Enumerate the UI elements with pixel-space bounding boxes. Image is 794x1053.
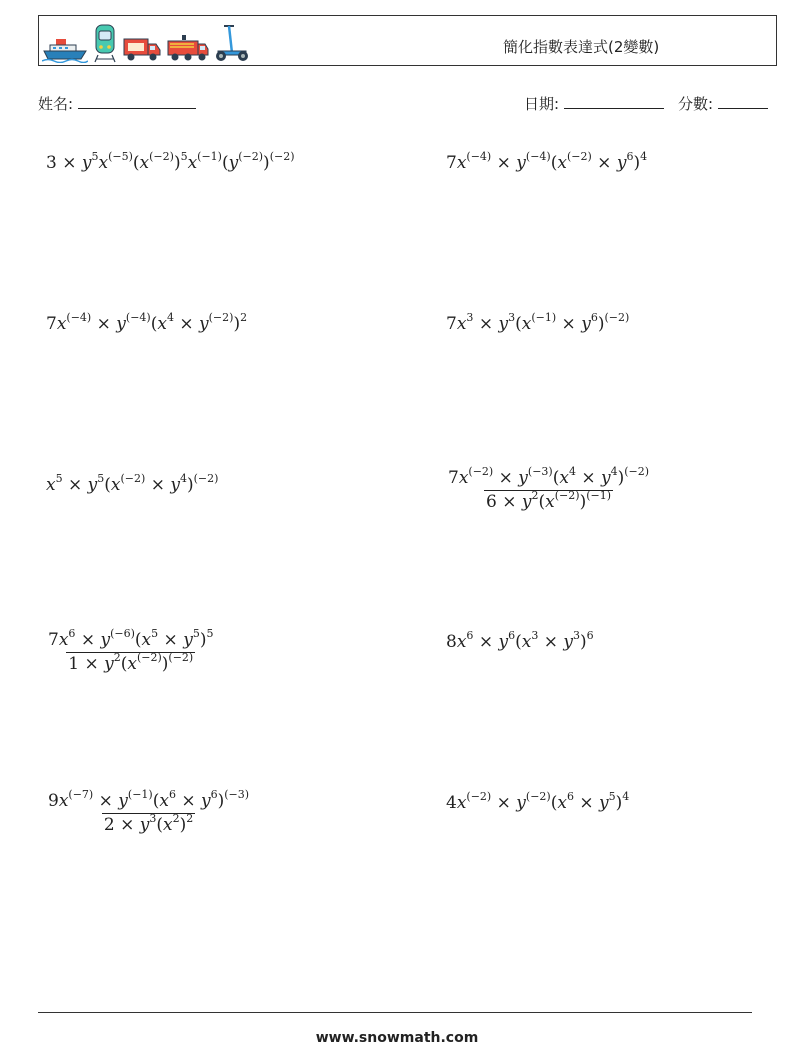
problem-6-fraction [446,465,651,512]
footer-url[interactable]: www.snowmath.com [315,1030,479,1046]
problem-3-expression: $7x^{(-4)} \times y^{(-4)}(x^4 \times y^{(-2)})^2$ [46,311,248,334]
problem-9-denominator: $2 \times y^3(x^2)^2$ [103,812,194,835]
worksheet-title: 簡化指數表達式(2變數) [503,38,660,56]
problem-5 [46,472,219,495]
fire-truck-icon [166,33,210,63]
problem-7-fraction [46,627,215,674]
problem-4 [446,311,630,334]
score-field [678,93,768,114]
segway-icon [214,23,250,63]
problem-8-expression: $8x^6 \times y^6(x^3 \times y^3)^6$ [446,629,594,652]
name-blank[interactable] [78,94,196,109]
problem-3 [46,311,248,334]
problem-7-numerator: $7x^6 \times y^{(-6)}(x^5 \times y^5)^5$ [48,627,214,650]
problem-7 [46,627,215,674]
problem-10 [446,790,630,813]
name-field [38,93,196,114]
date-blank[interactable] [564,94,664,109]
ship-icon [42,37,88,63]
truck-icon [122,35,162,63]
problem-4-expression: $7x^3 \times y^3(x^{(-1)} \times y^6)^{(-2)}$ [446,311,630,334]
problem-10-expression: $4x^{(-2)} \times y^{(-2)}(x^6 \times y^5)^4$ [446,790,630,813]
footer-divider [38,1012,752,1013]
header-icons [42,21,250,63]
problem-1 [46,150,295,173]
score-blank[interactable] [718,94,768,109]
problem-7-denominator: $1 \times y^2(x^{(-2)})^{(-2)}$ [68,651,194,674]
problem-9-fraction [46,788,251,835]
date-label: 日期: [524,95,560,113]
train-icon [92,23,118,63]
problem-5-expression: $x^5 \times y^5(x^{(-2)} \times y^4)^{(-2)}$ [46,472,219,495]
problem-2-expression: $7x^{(-4)} \times y^{(-4)}(x^{(-2)} \times y^6)^4$ [446,150,648,173]
problem-8 [446,629,594,652]
problem-9-numerator: $9x^{(-7)} \times y^{(-1)}(x^6 \times y^6)^{(-3)}$ [48,788,250,811]
problem-6-numerator: $7x^{(-2)} \times y^{(-3)}(x^4 \times y^4)^{(-2)}$ [448,465,650,488]
name-label: 姓名: [38,95,74,113]
problem-6 [446,465,651,512]
score-label: 分數: [678,95,714,113]
header-box [38,15,777,66]
problem-1-expression: $3 \times y^5x^{(-5)}(x^{(-2)})^5x^{(-1)}(y^{(-2)})^{(-2)}$ [46,150,295,173]
problem-9 [46,788,251,835]
date-field [524,93,664,114]
problem-6-denominator: $6 \times y^2(x^{(-2)})^{(-1)}$ [486,489,612,512]
problem-2 [446,150,648,173]
